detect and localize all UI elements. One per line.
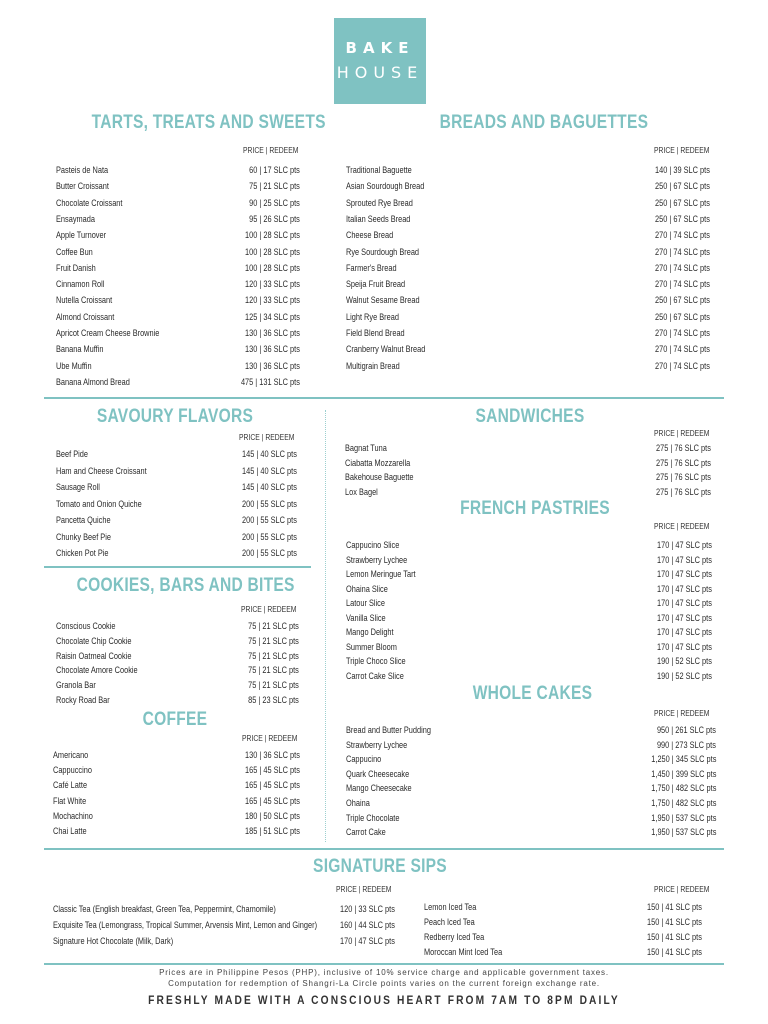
item-price: 250 | 67 SLC pts — [655, 181, 710, 192]
heading-sips: SIGNATURE SIPS — [313, 856, 447, 877]
menu-item — [53, 794, 300, 808]
item-name: Almond Croissant — [56, 311, 115, 322]
item-name: Nutella Croissant — [56, 295, 113, 306]
item-name: Mango Delight — [346, 627, 394, 637]
item-price: 95 | 26 SLC pts — [249, 213, 300, 224]
item-name: Quark Cheesecake — [346, 768, 410, 779]
item-price: 190 | 52 SLC pts — [657, 670, 712, 681]
item-name: Lemon Meringue Tart — [346, 569, 416, 579]
item-price: 165 | 45 SLC pts — [245, 765, 300, 776]
divider-left-mid — [44, 566, 311, 568]
item-price: 120 | 33 SLC pts — [245, 295, 300, 306]
menu-item — [56, 196, 300, 210]
footer-note-prices: Prices are in Philippine Pesos (PHP), inclusive of 10% service charge and applicable government taxes. — [159, 968, 609, 977]
menu-item — [345, 456, 711, 470]
item-price: 200 | 55 SLC pts — [242, 548, 297, 558]
item-price: 270 | 74 SLC pts — [655, 328, 710, 338]
item-price: 170 | 47 SLC pts — [657, 598, 712, 608]
menu-item — [53, 824, 300, 838]
item-name: Vanilla Slice — [346, 612, 386, 623]
item-price: 170 | 47 SLC pts — [657, 627, 712, 637]
menu-item — [56, 212, 300, 226]
price-header-sandwiches: PRICE | REDEEM — [654, 429, 710, 438]
item-price: 75 | 21 SLC pts — [248, 635, 299, 646]
item-name: Light Rye Bread — [346, 311, 399, 322]
price-header-sips-left: PRICE | REDEEM — [336, 885, 392, 894]
item-price: 1,950 | 537 SLC pts — [650, 827, 716, 838]
item-name: Bread and Butter Pudding — [346, 725, 431, 735]
menu-item — [346, 738, 716, 752]
menu-item — [346, 625, 712, 639]
item-name: Fruit Danish — [56, 262, 96, 273]
item-name: Butter Croissant — [56, 181, 109, 192]
item-price: 270 | 74 SLC pts — [655, 360, 710, 371]
menu-item — [56, 228, 300, 242]
item-name: Ham and Cheese Croissant — [56, 465, 147, 476]
menu-item — [346, 342, 710, 356]
item-price: 150 | 41 SLC pts — [647, 932, 702, 942]
item-name: Beef Pide — [56, 449, 89, 459]
menu-item — [346, 796, 716, 810]
item-price: 275 | 76 SLC pts — [656, 486, 711, 497]
item-name: Cinnamon Roll — [56, 279, 105, 290]
item-name: Apricot Cream Cheese Brownie — [56, 328, 160, 338]
menu-item — [346, 596, 712, 610]
heading-cookies: COOKIES, BARS AND BITES — [76, 575, 295, 596]
item-price: 270 | 74 SLC pts — [655, 246, 710, 257]
price-header-sips-right: PRICE | REDEEM — [654, 885, 710, 894]
menu-item — [56, 513, 297, 527]
item-name: Walnut Sesame Bread — [346, 295, 420, 306]
menu-item — [56, 447, 297, 461]
item-price: 125 | 34 SLC pts — [245, 311, 300, 322]
item-name: Cranberry Walnut Bread — [346, 344, 426, 355]
item-name: Bakehouse Baguette — [345, 472, 414, 482]
heading-tarts: TARTS, TREATS AND SWEETS — [91, 112, 326, 133]
menu-item — [346, 654, 712, 668]
item-price: 1,750 | 482 SLC pts — [650, 798, 716, 808]
menu-item — [56, 293, 300, 307]
menu-item — [56, 649, 299, 663]
menu-item — [346, 781, 716, 795]
item-name: Chocolate Chip Cookie — [56, 635, 132, 646]
item-price: 145 | 40 SLC pts — [242, 465, 297, 476]
item-price: 170 | 47 SLC pts — [657, 540, 712, 550]
menu-item — [346, 611, 712, 625]
menu-item — [53, 934, 395, 948]
item-name: Americano — [53, 750, 89, 760]
item-price: 150 | 41 SLC pts — [647, 947, 702, 957]
item-name: Chocolate Amore Cookie — [56, 665, 138, 676]
item-price: 75 | 21 SLC pts — [248, 665, 299, 676]
item-name: Triple Chocolate — [346, 812, 400, 823]
menu-item — [53, 902, 395, 916]
menu-item — [345, 470, 711, 484]
menu-item — [424, 930, 702, 944]
item-price: 1,250 | 345 SLC pts — [650, 754, 716, 765]
menu-item — [56, 163, 300, 177]
item-price: 140 | 39 SLC pts — [655, 165, 710, 175]
item-price: 90 | 25 SLC pts — [249, 197, 300, 208]
item-price: 130 | 36 SLC pts — [245, 750, 300, 760]
menu-item — [56, 634, 299, 648]
item-price: 275 | 76 SLC pts — [656, 457, 711, 468]
item-name: Farmer's Bread — [346, 262, 397, 273]
divider-top — [44, 397, 724, 399]
item-name: Cheese Bread — [346, 230, 394, 241]
item-name: Strawberry Lychee — [346, 739, 408, 750]
item-price: 130 | 36 SLC pts — [245, 344, 300, 355]
item-price: 85 | 23 SLC pts — [248, 695, 299, 705]
item-price: 1,750 | 482 SLC pts — [650, 783, 716, 794]
item-price: 250 | 67 SLC pts — [655, 213, 710, 224]
item-price: 990 | 273 SLC pts — [657, 739, 716, 750]
item-name: Lemon Iced Tea — [424, 902, 477, 912]
item-price: 250 | 67 SLC pts — [655, 311, 710, 322]
menu-item — [56, 179, 300, 193]
item-price: 100 | 28 SLC pts — [245, 230, 300, 241]
item-name: Peach Iced Tea — [424, 917, 475, 927]
item-name: Speija Fruit Bread — [346, 279, 406, 290]
heading-breads: BREADS AND BAGUETTES — [439, 112, 649, 133]
item-name: Chicken Pot Pie — [56, 548, 109, 558]
item-name: Chai Latte — [53, 826, 87, 836]
item-name: Sausage Roll — [56, 482, 100, 492]
item-price: 1,450 | 399 SLC pts — [650, 768, 716, 779]
menu-item — [346, 669, 712, 683]
item-name: Redberry Iced Tea — [424, 932, 485, 942]
item-name: Ube Muffin — [56, 360, 92, 371]
item-price: 275 | 76 SLC pts — [656, 472, 711, 482]
item-name: Mango Cheesecake — [346, 783, 412, 794]
menu-item — [346, 553, 712, 567]
price-header-tarts: PRICE | REDEEM — [243, 146, 299, 155]
item-name: Ohaina — [346, 798, 370, 808]
menu-item — [345, 485, 711, 499]
divider-footer — [44, 963, 724, 965]
item-price: 200 | 55 SLC pts — [242, 498, 297, 509]
item-name: Tomato and Onion Quiche — [56, 498, 142, 509]
menu-item — [56, 678, 299, 692]
menu-item — [346, 359, 710, 373]
item-price: 100 | 28 SLC pts — [245, 246, 300, 257]
menu-item — [53, 748, 300, 762]
menu-item — [346, 277, 710, 291]
item-price: 160 | 44 SLC pts — [340, 920, 395, 930]
menu-item — [56, 497, 297, 511]
menu-item — [346, 293, 710, 307]
menu-item — [56, 464, 297, 478]
heading-savoury: SAVOURY FLAVORS — [96, 406, 254, 427]
item-price: 270 | 74 SLC pts — [655, 279, 710, 290]
item-price: 165 | 45 SLC pts — [245, 780, 300, 791]
menu-item — [346, 179, 710, 193]
item-price: 270 | 74 SLC pts — [655, 262, 710, 273]
divider-vertical — [325, 410, 326, 842]
item-price: 120 | 33 SLC pts — [340, 904, 395, 914]
menu-item — [56, 342, 300, 356]
menu-item — [346, 582, 712, 596]
menu-item — [346, 212, 710, 226]
item-name: Exquisite Tea (Lemongrass, Tropical Summer, Arvensis Mint, Lemon and Ginger) — [53, 920, 318, 930]
heading-french: FRENCH PASTRIES — [460, 498, 610, 519]
item-name: Banana Muffin — [56, 344, 104, 355]
menu-item — [346, 825, 716, 839]
item-price: 130 | 36 SLC pts — [245, 360, 300, 371]
menu-item — [56, 375, 300, 389]
menu-item — [346, 723, 716, 737]
item-name: Banana Almond Bread — [56, 376, 130, 387]
logo-line-1: BAKE — [345, 39, 415, 57]
item-name: Classic Tea (English breakfast, Green Tea, Peppermint, Chamomile) — [53, 904, 276, 914]
menu-item — [56, 277, 300, 291]
item-price: 75 | 21 SLC pts — [248, 621, 299, 631]
item-name: Ensaymada — [56, 213, 95, 224]
item-price: 170 | 47 SLC pts — [657, 612, 712, 623]
item-price: 75 | 21 SLC pts — [249, 181, 300, 192]
menu-item — [53, 778, 300, 792]
item-name: Sprouted Rye Bread — [346, 197, 413, 208]
price-header-savoury: PRICE | REDEEM — [239, 433, 295, 442]
item-name: Mochachino — [53, 810, 93, 821]
item-name: Flat White — [53, 795, 87, 806]
menu-item — [56, 245, 300, 259]
menu-item — [346, 567, 712, 581]
item-name: Raisin Oatmeal Cookie — [56, 650, 132, 661]
item-name: Ciabatta Mozzarella — [345, 457, 411, 468]
item-name: Cappucino — [346, 754, 382, 765]
menu-item — [346, 228, 710, 242]
item-name: Bagnat Tuna — [345, 443, 387, 453]
footer-note-redemption: Computation for redemption of Shangri-La Circle points varies on the current foreign exchange rate. — [168, 979, 600, 988]
menu-item — [424, 915, 702, 929]
item-name: Rye Sourdough Bread — [346, 246, 420, 257]
item-price: 190 | 52 SLC pts — [657, 656, 712, 666]
heading-sandwiches: SANDWICHES — [475, 406, 585, 427]
menu-item — [53, 763, 300, 777]
menu-item — [56, 359, 300, 373]
item-price: 75 | 21 SLC pts — [248, 680, 299, 691]
item-name: Lox Bagel — [345, 486, 378, 497]
menu-item — [56, 546, 297, 560]
item-name: Granola Bar — [56, 680, 96, 691]
menu-item — [346, 811, 716, 825]
menu-item — [56, 480, 297, 494]
item-price: 250 | 67 SLC pts — [655, 295, 710, 306]
footer-tagline: FRESHLY MADE WITH A CONSCIOUS HEART FROM 7AM TO 8PM DAILY — [148, 993, 620, 1007]
menu-item — [424, 900, 702, 914]
item-price: 150 | 41 SLC pts — [647, 902, 702, 912]
menu-item — [346, 261, 710, 275]
heading-cakes: WHOLE CAKES — [472, 683, 593, 704]
logo-line-2: HOUSE — [336, 63, 424, 82]
item-price: 170 | 47 SLC pts — [657, 641, 712, 652]
menu-item — [346, 640, 712, 654]
item-price: 170 | 47 SLC pts — [657, 554, 712, 565]
item-name: Signature Hot Chocolate (Milk, Dark) — [53, 936, 174, 946]
menu-item — [346, 538, 712, 552]
heading-coffee: COFFEE — [142, 709, 208, 730]
item-price: 250 | 67 SLC pts — [655, 197, 710, 208]
item-name: Chocolate Croissant — [56, 197, 123, 208]
item-price: 180 | 50 SLC pts — [245, 810, 300, 821]
item-price: 150 | 41 SLC pts — [647, 917, 702, 927]
item-price: 200 | 55 SLC pts — [242, 515, 297, 525]
menu-item — [346, 752, 716, 766]
item-price: 170 | 47 SLC pts — [657, 583, 712, 594]
price-header-coffee: PRICE | REDEEM — [242, 734, 298, 743]
menu-item — [346, 245, 710, 259]
price-header-cakes: PRICE | REDEEM — [654, 709, 710, 718]
menu-item — [53, 918, 395, 932]
item-name: Pancetta Quiche — [56, 515, 111, 525]
item-price: 145 | 40 SLC pts — [242, 449, 297, 459]
menu-item — [56, 663, 299, 677]
item-price: 170 | 47 SLC pts — [657, 569, 712, 579]
item-name: Triple Choco Slice — [346, 656, 406, 666]
item-price: 475 | 131 SLC pts — [241, 376, 300, 387]
item-price: 270 | 74 SLC pts — [655, 344, 710, 355]
menu-item — [56, 619, 299, 633]
item-name: Cappuccino — [53, 765, 92, 776]
item-name: Traditional Baguette — [346, 165, 412, 175]
menu-item — [345, 441, 711, 455]
item-price: 1,950 | 537 SLC pts — [650, 812, 716, 823]
item-price: 170 | 47 SLC pts — [340, 936, 395, 946]
item-name: Carrot Cake Slice — [346, 670, 404, 681]
menu-item — [56, 261, 300, 275]
item-name: Rocky Road Bar — [56, 695, 110, 705]
menu-item — [346, 310, 710, 324]
item-price: 145 | 40 SLC pts — [242, 482, 297, 492]
item-name: Coffee Bun — [56, 246, 93, 257]
menu-item — [56, 310, 300, 324]
item-price: 200 | 55 SLC pts — [242, 531, 297, 542]
item-name: Conscious Cookie — [56, 621, 116, 631]
item-name: Multigrain Bread — [346, 360, 400, 371]
menu-item — [53, 809, 300, 823]
item-name: Field Blend Bread — [346, 328, 405, 338]
item-price: 275 | 76 SLC pts — [656, 443, 711, 453]
item-name: Cappucino Slice — [346, 540, 400, 550]
price-header-breads: PRICE | REDEEM — [654, 146, 710, 155]
item-price: 75 | 21 SLC pts — [248, 650, 299, 661]
item-name: Italian Seeds Bread — [346, 213, 411, 224]
item-name: Ohaina Slice — [346, 583, 388, 594]
item-name: Carrot Cake — [346, 827, 386, 838]
item-name: Latour Slice — [346, 598, 385, 608]
item-name: Asian Sourdough Bread — [346, 181, 425, 192]
item-price: 270 | 74 SLC pts — [655, 230, 710, 241]
item-price: 165 | 45 SLC pts — [245, 795, 300, 806]
menu-item — [56, 530, 297, 544]
item-price: 950 | 261 SLC pts — [657, 725, 716, 735]
item-price: 130 | 36 SLC pts — [245, 328, 300, 338]
item-name: Café Latte — [53, 780, 88, 791]
item-price: 185 | 51 SLC pts — [245, 826, 300, 836]
divider-bottom — [44, 848, 724, 850]
menu-item — [346, 163, 710, 177]
menu-item — [346, 326, 710, 340]
item-name: Moroccan Mint Iced Tea — [424, 947, 503, 957]
bakehouse-logo — [334, 18, 426, 104]
item-price: 60 | 17 SLC pts — [249, 165, 300, 175]
menu-item — [56, 326, 300, 340]
price-header-french: PRICE | REDEEM — [654, 522, 710, 531]
menu-item — [346, 196, 710, 210]
item-price: 100 | 28 SLC pts — [245, 262, 300, 273]
item-name: Summer Bloom — [346, 641, 397, 652]
menu-item — [56, 693, 299, 707]
menu-item — [346, 767, 716, 781]
item-name: Apple Turnover — [56, 230, 107, 241]
item-name: Chunky Beef Pie — [56, 531, 111, 542]
price-header-cookies: PRICE | REDEEM — [241, 605, 297, 614]
item-name: Pasteis de Nata — [56, 165, 109, 175]
item-name: Strawberry Lychee — [346, 554, 408, 565]
menu-item — [424, 945, 702, 959]
item-price: 120 | 33 SLC pts — [245, 279, 300, 290]
